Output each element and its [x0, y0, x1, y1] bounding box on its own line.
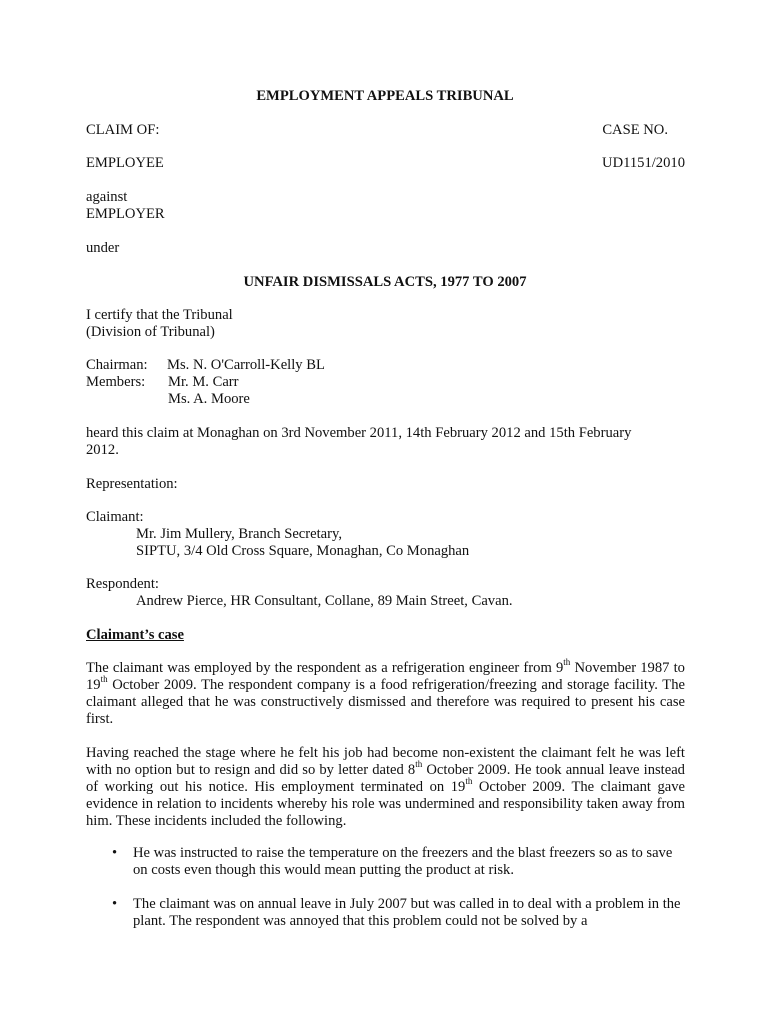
claimant-rep-line: Mr. Jim Mullery, Branch Secretary, [136, 526, 343, 542]
case-paragraph-2: Having reached the stage where he felt his job had become non-existent the claimant felt he was left with no option but to resign and did so by letter dated 8th October 2009. He took annual leave instead of working out his notice. His employment terminated on 19th October 2009. The claimant gave evidence in relation to incidents whereby his role was undermined and responsibility taken away from him. These incidents included the following. [86, 745, 685, 829]
case-no-label: CASE NO. [602, 122, 668, 138]
claimant-label: Claimant: [86, 509, 144, 525]
members-label: Members: [86, 374, 146, 390]
certify-line: I certify that the Tribunal [86, 307, 233, 323]
case-paragraph-1: The claimant was employed by the respondent as a refrigeration engineer from 9th November 1987 to 19th October 2009. The respondent company is a food refrigeration/freezing and storage facility. The claimant alleged that he was constructively dismissed and therefore was required to present his case first. [86, 657, 685, 727]
heard-line: 2012. [86, 442, 119, 458]
employer-label: EMPLOYER [86, 206, 165, 222]
bullet-item: The claimant was on annual leave in July 2007 but was called in to deal with a problem in the plant. The respondent was annoyed that this problem could not be solved by a [133, 896, 681, 929]
chairman-label: Chairman: [86, 357, 148, 373]
chairman-name: Ms. N. O'Carroll-Kelly BL [167, 357, 325, 373]
under-label: under [86, 240, 120, 256]
respondent-label: Respondent: [86, 576, 159, 592]
against-label: against [86, 189, 128, 205]
heard-line: heard this claim at Monaghan on 3rd November 2011, 14th February 2012 and 15th February [86, 425, 632, 441]
respondent-rep-line: Andrew Pierce, HR Consultant, Collane, 89 Main Street, Cavan. [136, 593, 513, 609]
acts-heading: UNFAIR DISMISSALS ACTS, 1977 TO 2007 [243, 274, 527, 290]
employee-label: EMPLOYEE [86, 155, 164, 171]
representation-heading: Representation: [86, 476, 178, 492]
bullet-icon: • [112, 896, 118, 912]
bullet-icon: • [112, 845, 118, 861]
claimants-case-heading: Claimant’s case [86, 627, 184, 643]
case-number: UD1151/2010 [602, 155, 685, 171]
member-name: Ms. A. Moore [168, 391, 250, 407]
bullet-item: He was instructed to raise the temperature on the freezers and the blast freezers so as to save on costs even though this would mean putting the product at risk. [133, 845, 673, 878]
member-name: Mr. M. Carr [168, 374, 239, 390]
claimant-rep-line: SIPTU, 3/4 Old Cross Square, Monaghan, Co Monaghan [136, 543, 470, 559]
claim-of-label: CLAIM OF: [86, 122, 160, 138]
tribunal-title: EMPLOYMENT APPEALS TRIBUNAL [256, 88, 514, 104]
division-line: (Division of Tribunal) [86, 324, 215, 340]
